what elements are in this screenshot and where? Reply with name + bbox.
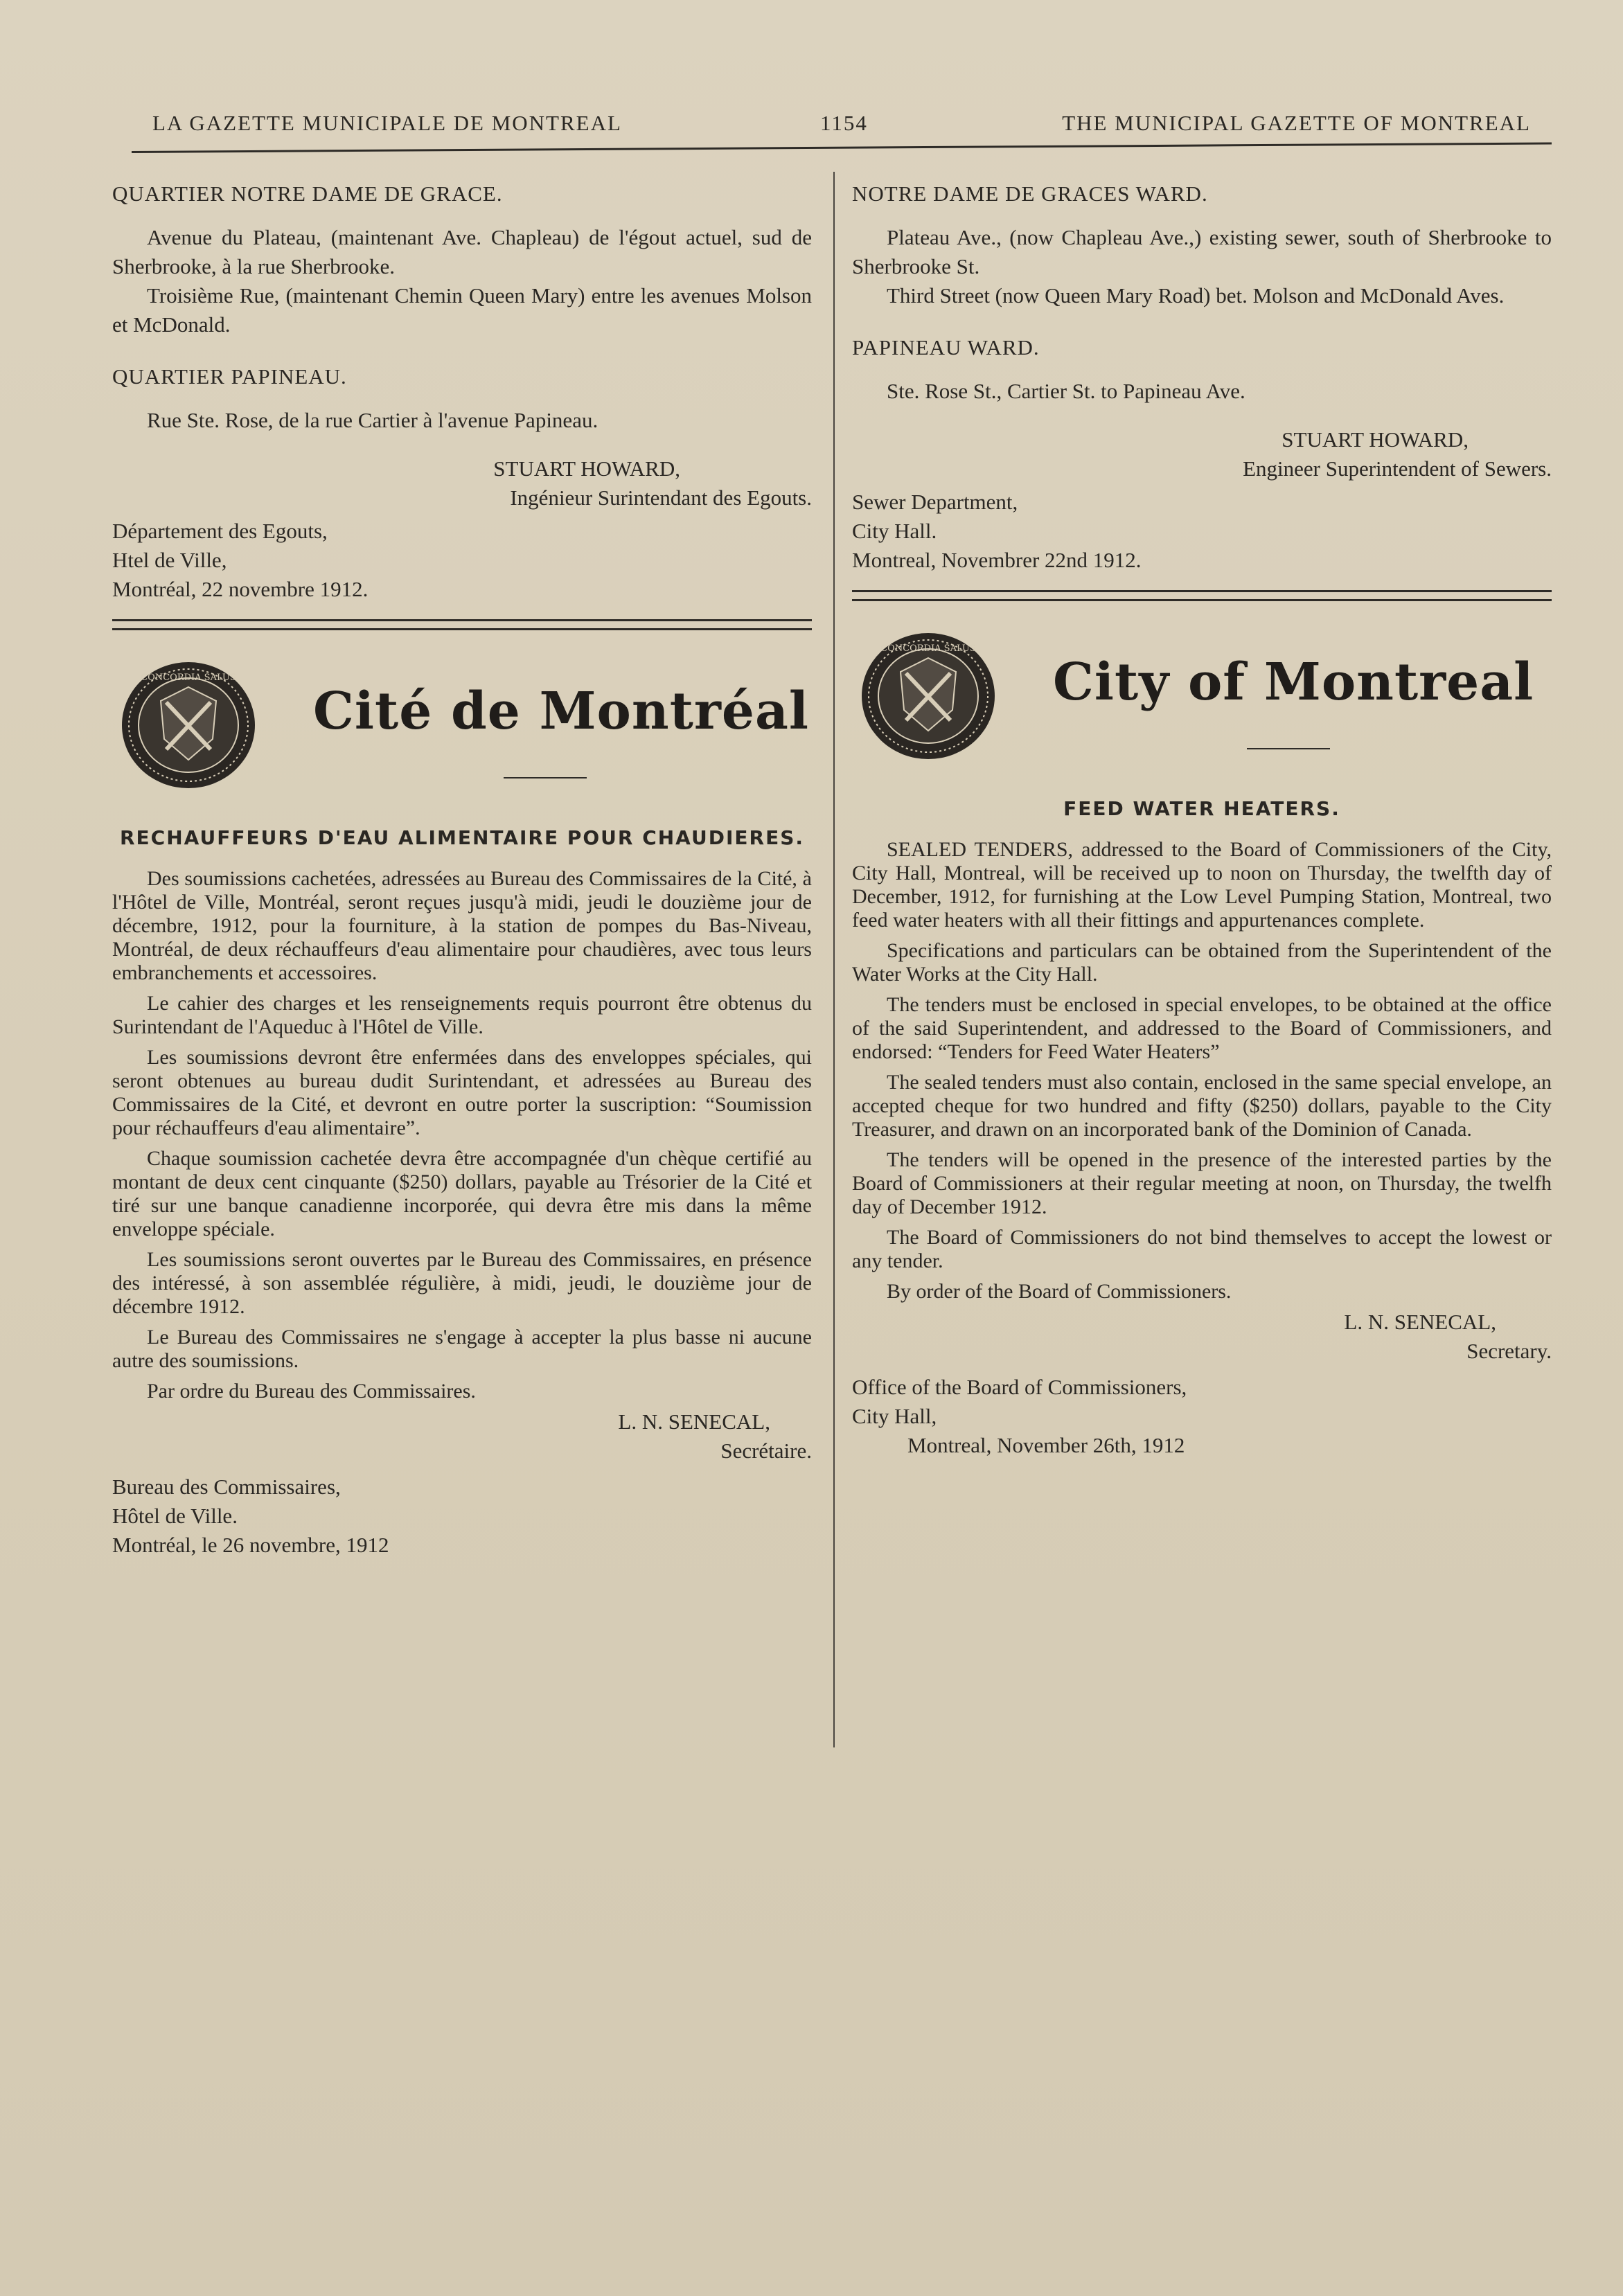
section-double-rule xyxy=(852,590,1552,601)
svg-text:CONCORDIA SALUS: CONCORDIA SALUS xyxy=(880,643,976,654)
signatory-title: Engineer Superintendent of Sewers. xyxy=(1243,456,1552,481)
address-line: Sewer Department, xyxy=(852,490,1018,514)
notice-paragraph: SEALED TENDERS, addressed to the Board of Commissioners of the City, City Hall, Montreal, will be received up to noon on Thursday, the twelfth day of December, 1912, for furnishing at the Low Level Pumping Station, Montreal, two feed water heaters with all their fittings and appurtenances complete. xyxy=(852,838,1552,932)
left-column-french xyxy=(112,181,812,1560)
address-line: Bureau des Commissaires, xyxy=(112,1475,341,1499)
notice-paragraph: Des soumissions cachetées, adressées au Bureau des Commissaires de la Cité, à l'Hôtel de Ville, Montréal, seront reçues jusqu'à midi, jeudi le douzième jour de décembre, 1912, pour la fourniture, à la station de pompes du Bas-Niveau, Montréal, de deux réchauffeurs d'eau alimentaire pour chaudières, avec tous leurs embranchements et accessoires. xyxy=(112,867,812,984)
sewer-item: Ste. Rose St., Cartier St. to Papineau Ave. xyxy=(887,379,1245,403)
signatory-name: L. N. SENECAL, xyxy=(1344,1310,1496,1334)
sewer-item: Troisième Rue, (maintenant Chemin Queen Mary) entre les avenues Molson et McDonald. xyxy=(112,283,812,337)
address-line: Département des Egouts, xyxy=(112,519,328,543)
notice-paragraph: The Board of Commissioners do not bind themselves to accept the lowest or any tender. xyxy=(852,1226,1552,1272)
signatory-title: Secretary. xyxy=(1466,1339,1552,1363)
address-line: Montreal, Novembrer 22nd 1912. xyxy=(852,548,1142,572)
notice-paragraph: Le Bureau des Commissaires ne s'engage à accepter la plus basse ni aucune autre des soumissions. xyxy=(112,1326,812,1372)
notice-paragraph: The tenders will be opened in the presence of the interested parties by the Board of Commissioners at their regular meeting at noon, on Thursday, the twelfh day of December 1912. xyxy=(852,1148,1552,1218)
city-seal-icon xyxy=(859,630,997,762)
notice-paragraph: The tenders must be enclosed in special envelopes, to be obtained at the office of the said Superintendent, and addressed to the Board of Commissioners, and endorsed: “Tenders for Feed Water Heaters” xyxy=(852,993,1552,1063)
address-line: Hôtel de Ville. xyxy=(112,1504,238,1528)
notice-paragraph: The sealed tenders must also contain, enclosed in the same special envelope, an accepted cheque for two hundred and fifty ($250) dollars, payable to the City Treasurer, and drawn on an incorporated bank of the Dominion of Canada. xyxy=(852,1071,1552,1141)
signatory-name: STUART HOWARD, xyxy=(493,456,680,481)
address-line: City Hall, xyxy=(852,1404,937,1428)
city-title-french: Cité de Montréal xyxy=(313,682,810,741)
signatory-title: Secrétaire. xyxy=(720,1439,812,1463)
address-line: City Hall. xyxy=(852,519,937,543)
notice-paragraph: Chaque soumission cachetée devra être accompagnée d'un chèque certifié au montant de deux cent cinquante ($250) dollars, payable au Trésorier de la Cité et tiré sur une banque canadienne incorporée, qui devra être mis dans la même enveloppe spéciale. xyxy=(112,1147,812,1240)
notice-paragraph: Specifications and particulars can be obtained from the Superintendent of the Water Works at the City Hall. xyxy=(852,939,1552,986)
city-masthead xyxy=(112,659,812,798)
city-masthead xyxy=(852,630,1552,769)
address-line: Htel de Ville, xyxy=(112,548,227,572)
notice-paragraph: Les soumissions seront ouvertes par le Bureau des Commissaires, en présence des intéressé, à son assemblée régulière, à midi, jeudi, le douzième jour de décembre 1912. xyxy=(112,1248,812,1318)
address-line: Montréal, 22 novembre 1912. xyxy=(112,577,369,601)
signatory-title: Ingénieur Surintendant des Egouts. xyxy=(510,486,812,510)
signatory-name: STUART HOWARD, xyxy=(1281,427,1469,452)
section-double-rule xyxy=(112,619,812,630)
notice-title-english: FEED WATER HEATERS. xyxy=(1063,797,1340,820)
running-header xyxy=(104,111,1552,145)
sewer-item: Rue Ste. Rose, de la rue Cartier à l'avenue Papineau. xyxy=(147,408,598,432)
notice-paragraph: By order of the Board of Commissioners. xyxy=(887,1280,1232,1303)
ward-heading: QUARTIER PAPINEAU. xyxy=(112,364,347,389)
sewer-item: Third Street (now Queen Mary Road) bet. Molson and McDonald Aves. xyxy=(887,283,1505,308)
notice-paragraph: Le cahier des charges et les renseignements requis pourront être obtenus du Surintendant de l'Aqueduc à l'Hôtel de Ville. xyxy=(112,992,812,1038)
notice-paragraph: Par ordre du Bureau des Commissaires. xyxy=(147,1380,476,1403)
svg-text:CONCORDIA SALUS: CONCORDIA SALUS xyxy=(141,673,236,683)
address-line: Office of the Board of Commissioners, xyxy=(852,1375,1187,1399)
address-line: Montréal, le 26 novembre, 1912 xyxy=(112,1533,389,1557)
ward-heading: NOTRE DAME DE GRACES WARD. xyxy=(852,181,1208,206)
header-title-english: THE MUNICIPAL GAZETTE OF MONTREAL xyxy=(1062,111,1531,135)
title-rule xyxy=(504,777,587,778)
header-title-french: LA GAZETTE MUNICIPALE DE MONTREAL xyxy=(152,111,622,135)
ward-heading: QUARTIER NOTRE DAME DE GRACE. xyxy=(112,181,503,206)
page-number: 1154 xyxy=(820,111,868,135)
city-title-english: City of Montreal xyxy=(1053,652,1534,712)
notice-paragraph: Les soumissions devront être enfermées dans des enveloppes spéciales, qui seront obtenues au bureau dudit Surintendant, et adressées au Bureau des Commissaires de la Cité, et devront en outre porter la suscription: “Soumission pour réchauffeurs d'eau alimentaire”. xyxy=(112,1046,812,1139)
sewer-item: Plateau Ave., (now Chapleau Ave.,) existing sewer, south of Sherbrooke to Sherbrooke St. xyxy=(852,225,1552,278)
title-rule xyxy=(1247,748,1330,749)
signatory-name: L. N. SENECAL, xyxy=(618,1409,770,1434)
column-divider xyxy=(833,172,835,1747)
right-column-english xyxy=(852,181,1552,1460)
address-line: Montreal, November 26th, 1912 xyxy=(907,1433,1185,1457)
city-seal-icon xyxy=(119,659,258,791)
ward-heading: PAPINEAU WARD. xyxy=(852,335,1040,359)
sewer-item: Avenue du Plateau, (maintenant Ave. Chapleau) de l'égout actuel, sud de Sherbrooke, à la rue Sherbrooke. xyxy=(112,225,812,278)
notice-title-french: RECHAUFFEURS D'EAU ALIMENTAIRE POUR CHAUDIERES. xyxy=(119,826,805,849)
